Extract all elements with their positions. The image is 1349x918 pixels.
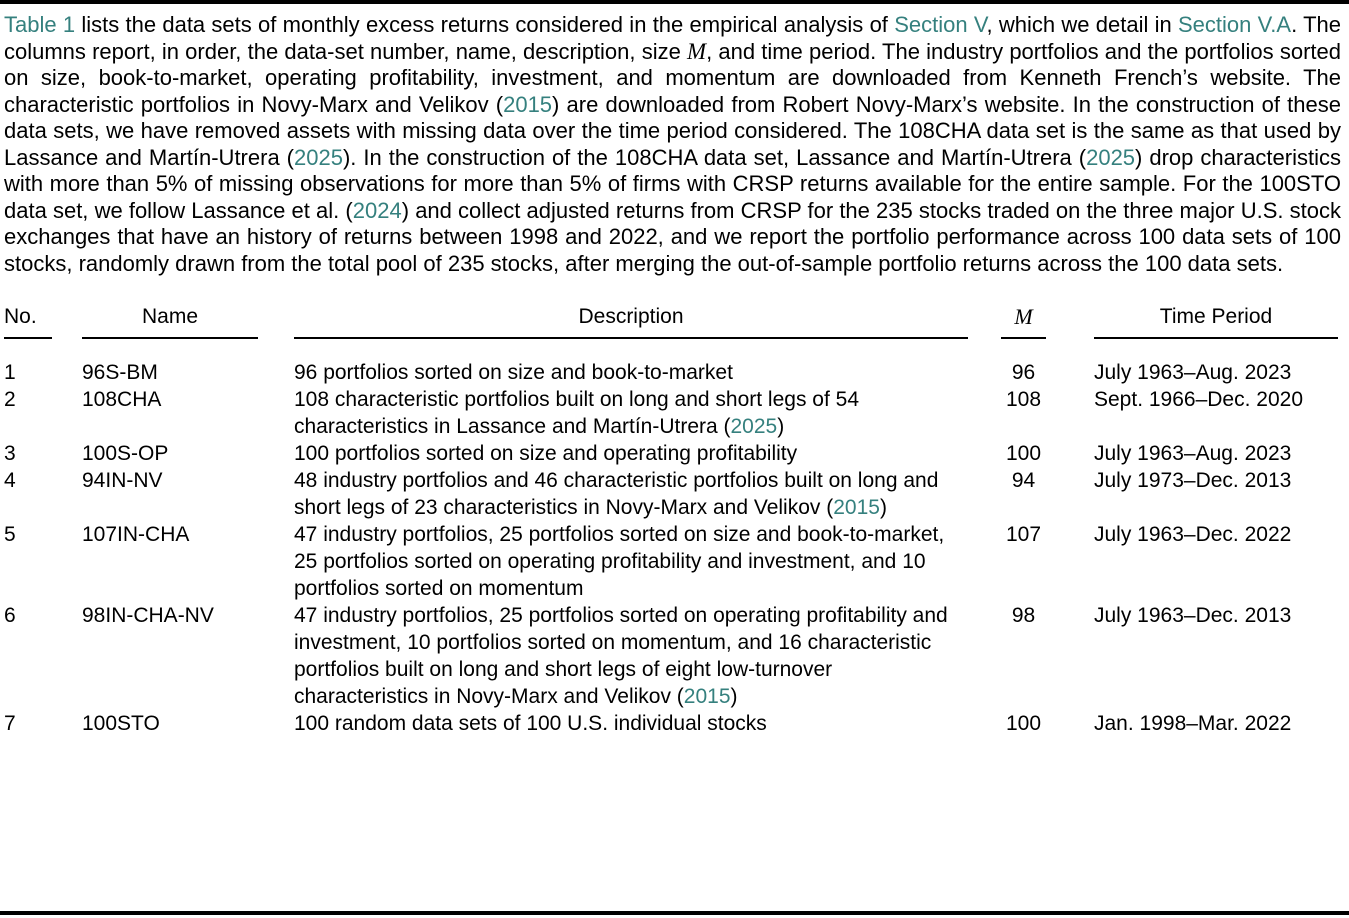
text-run: ). In the construction of the 108CHA data set, Lassance and Martín-Utrera ( xyxy=(342,144,1087,170)
table-row-1-time-period: July 1963–Aug. 2023 xyxy=(1094,361,1292,384)
table-row-2-description xyxy=(294,386,968,440)
table-row-3-description xyxy=(294,440,968,467)
header-spacer xyxy=(4,339,1338,359)
data-table xyxy=(4,303,1341,737)
table-row-1-m: 96 xyxy=(1011,361,1036,384)
table-row-7-time-period: Jan. 1998–Mar. 2022 xyxy=(1094,712,1292,735)
reference-link[interactable]: 2025 xyxy=(294,144,343,170)
table-row-4-no: 4 xyxy=(4,469,16,492)
reference-link[interactable]: 2015 xyxy=(503,91,553,117)
table-row-4-description xyxy=(294,467,968,521)
text-run: ) xyxy=(730,685,738,708)
text-run: ) and collect adjusted returns from CRSP for the 235 stocks traded on the three major U.S. stock exchanges that have an history of returns between 1998 and 2022, and we report the portfolio performance across 100 data sets of 100 stocks, randomly drawn from the total pool of 235 stocks, after merging the out-of-sample portfolio returns across the 100 data sets. xyxy=(4,197,1341,276)
reference-link[interactable]: Section V xyxy=(894,12,987,37)
table-row-2-no: 2 xyxy=(4,388,16,411)
text-run: 48 industry portfolios and 46 characteristic portfolios built on long and short legs of 23 characteristics in Novy-Marx and Velikov ( xyxy=(294,469,939,519)
text-run: , which we detail in xyxy=(986,12,1178,37)
table-row-5-no: 5 xyxy=(4,523,16,546)
reference-link[interactable]: 2015 xyxy=(683,685,731,708)
reference-link[interactable]: 2024 xyxy=(352,197,402,223)
text-run: ) are downloaded from Robert Novy-Marx’s website. In the construction of these data sets, we have removed assets with missing data over the time period considered. The 108CHA data set is the same as that used by Lassance and Martín-Utrera ( xyxy=(4,91,1341,170)
table-row-2-time-period: Sept. 1966–Dec. 2020 xyxy=(1094,388,1303,411)
table-row-5-description xyxy=(294,521,968,602)
text-run: 47 industry portfolios, 25 portfolios sorted on operating profitability and investment, 10 portfolios sorted on momentum, and 16 characteristic portfolios built on long and short legs of eight low-turnover characteristics in Novy-Marx and Velikov ( xyxy=(294,604,948,708)
text-run: M xyxy=(687,38,707,64)
text-run: 100 portfolios sorted on size and operating profitability xyxy=(294,442,798,465)
table-row-2-m: 108 xyxy=(1005,388,1042,411)
table-row-6-name: 98IN-CHA-NV xyxy=(82,604,214,627)
table-row-4-m: 94 xyxy=(1011,469,1036,492)
column-header-no: No. xyxy=(4,303,52,339)
column-header-time-period: Time Period xyxy=(1094,303,1338,339)
text-run: 108 characteristic portfolios built on long and short legs of 54 characteristics in Lassance and Martín-Utrera ( xyxy=(294,388,860,438)
table-row-4-name: 94IN-NV xyxy=(82,469,163,492)
table-row-5-name: 107IN-CHA xyxy=(82,523,190,546)
text-run: ) xyxy=(777,415,785,438)
reference-link[interactable]: Table 1 xyxy=(4,12,76,37)
table-row-7-description xyxy=(294,710,968,737)
table-row-3-m: 100 xyxy=(1005,442,1042,465)
table-row-7-no: 7 xyxy=(4,712,16,735)
table-row-7-m: 100 xyxy=(1005,712,1042,735)
column-header-m: M xyxy=(1001,303,1046,339)
table-row-7-name: 100STO xyxy=(82,712,160,735)
text-run: lists the data sets of monthly excess returns considered in the empirical analysis of xyxy=(75,12,895,37)
table-row-3-time-period: July 1963–Aug. 2023 xyxy=(1094,442,1292,465)
table-row-6-no: 6 xyxy=(4,604,16,627)
reference-link[interactable]: 2025 xyxy=(730,415,778,438)
text-run: ) drop characteristics with more than 5% of missing observations for more than 5% of firms with CRSP returns available for the entire sample. For the 100STO data set, we follow Lassance et al. ( xyxy=(4,144,1341,223)
column-header-name: Name xyxy=(82,303,258,339)
text-run: , and time period. The industry portfolios and the portfolios sorted on size, book-to-market, operating profitability, investment, and momentum are downloaded from Kenneth French’s website. The characteristic portfolios in Novy-Marx and Velikov ( xyxy=(4,38,1341,117)
table-row-6-description xyxy=(294,602,968,710)
table-row-4-time-period: July 1973–Dec. 2013 xyxy=(1094,469,1292,492)
table-row-1-no: 1 xyxy=(4,361,16,384)
text-run: . The columns report, in order, the data-set number, name, description, size xyxy=(4,12,1341,64)
table-notes xyxy=(4,12,1341,277)
text-run: 96 portfolios sorted on size and book-to-market xyxy=(294,361,733,384)
table-row-6-m: 98 xyxy=(1011,604,1036,627)
column-header-description: Description xyxy=(294,303,968,339)
reference-link[interactable]: Section V.A xyxy=(1178,12,1292,37)
table-row-2-name: 108CHA xyxy=(82,388,162,411)
table-row-6-time-period: July 1963–Dec. 2013 xyxy=(1094,604,1292,627)
table-row-3-no: 3 xyxy=(4,442,16,465)
reference-link[interactable]: 2015 xyxy=(833,496,880,519)
reference-link[interactable]: 2025 xyxy=(1086,144,1136,170)
text-run: ) xyxy=(879,496,887,519)
text-run: 100 random data sets of 100 U.S. individual stocks xyxy=(294,712,767,735)
table-row-3-name: 100S-OP xyxy=(82,442,169,465)
table-row-1-name: 96S-BM xyxy=(82,361,158,384)
table-row-5-m: 107 xyxy=(1005,523,1042,546)
table-row-1-description xyxy=(294,359,968,386)
table-row-5-time-period: July 1963–Dec. 2022 xyxy=(1094,523,1292,546)
text-run: 47 industry portfolios, 25 portfolios sorted on size and book-to-market, 25 portfolios sorted on operating profitability and investment, and 10 portfolios sorted on momentum xyxy=(294,523,945,600)
